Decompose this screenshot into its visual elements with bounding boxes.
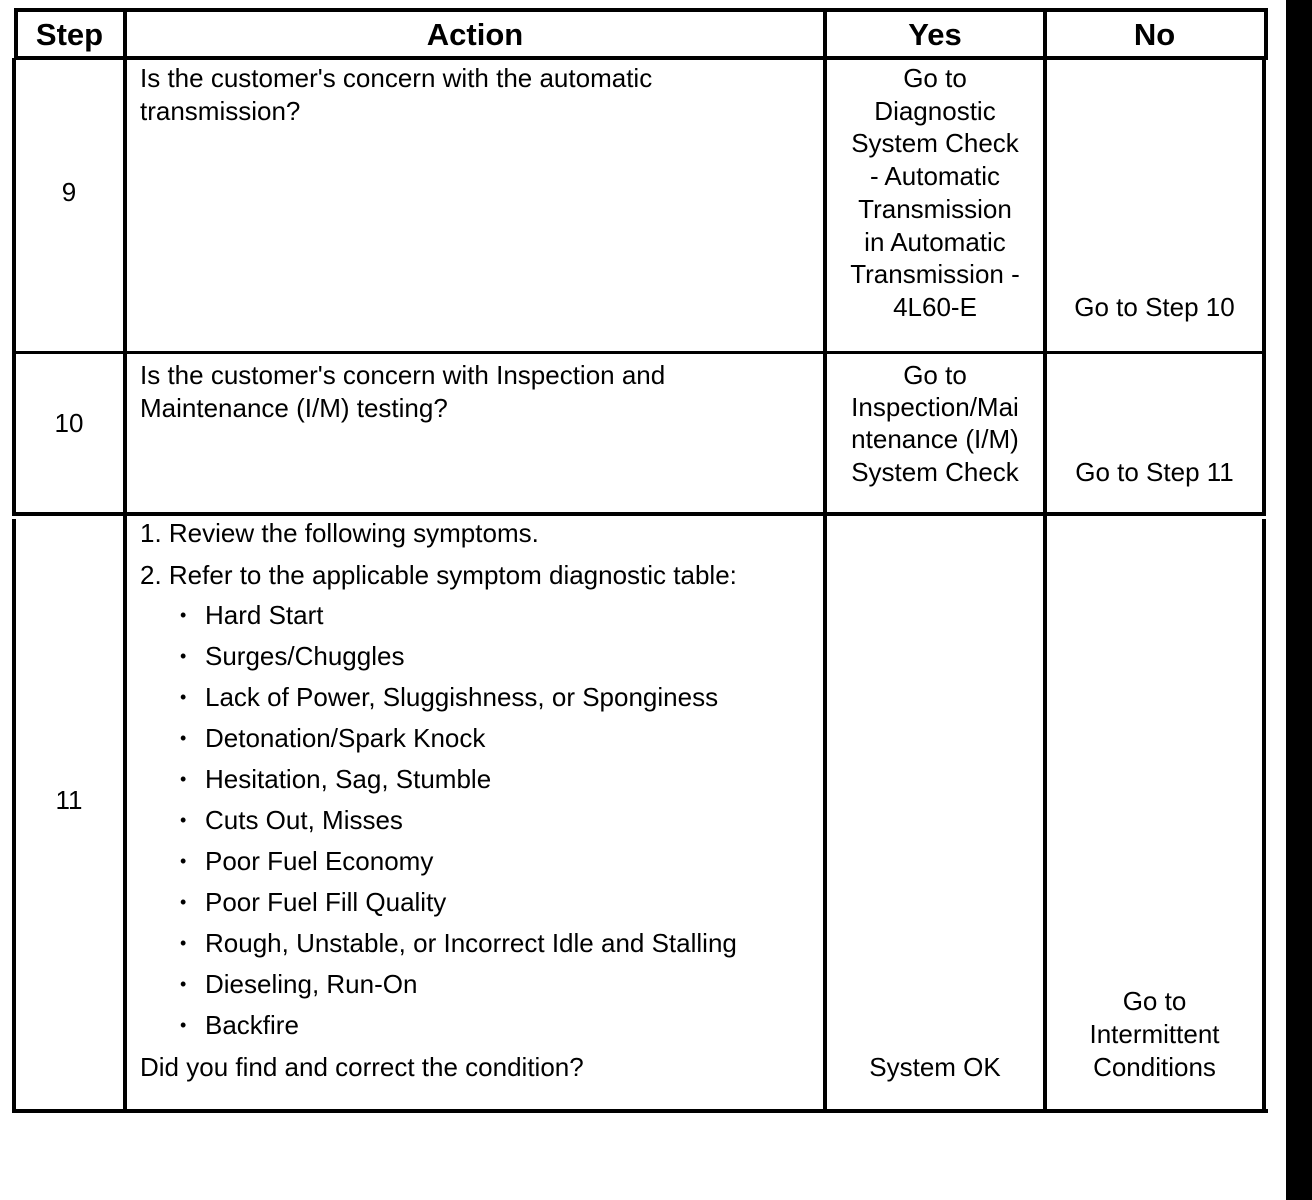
yes-text-line: Inspection/Mai: [851, 392, 1019, 422]
header-step: Step: [35, 17, 104, 52]
body-right-border-lower: [1262, 519, 1266, 1113]
symptom-label: Surges/Chuggles: [205, 641, 405, 671]
yes-text-line: Transmission: [858, 194, 1012, 224]
bullet-icon: •: [180, 933, 187, 953]
yes-text-line: in Automatic: [864, 227, 1006, 257]
bullet-icon: •: [180, 1015, 187, 1035]
step-number-10: 10: [54, 408, 84, 438]
body-left-border-upper: [12, 58, 16, 516]
no-text-line: Go to Step 10: [1074, 292, 1235, 322]
symptom-label: Dieseling, Run-On: [205, 969, 418, 999]
action-question: Did you find and correct the condition?: [140, 1052, 584, 1082]
symptom-label: Rough, Unstable, or Incorrect Idle and Stalling: [205, 928, 737, 958]
action-text-line: Is the customer's concern with the automatic: [140, 63, 653, 93]
bullet-icon: •: [180, 687, 187, 707]
bullet-icon: •: [180, 810, 187, 830]
bullet-icon: •: [180, 605, 187, 625]
action-instruction: 2. Refer to the applicable symptom diagnostic table:: [140, 560, 737, 590]
header-yes: Yes: [908, 17, 962, 52]
bullet-icon: •: [180, 769, 187, 789]
body-left-border-lower: [12, 519, 16, 1113]
body-right-border-upper: [1262, 58, 1266, 516]
symptom-label: Hard Start: [205, 600, 324, 630]
row-10-bottom-border: [12, 512, 1266, 516]
symptom-label: Poor Fuel Fill Quality: [205, 887, 447, 917]
symptom-label: Lack of Power, Sluggishness, or Sponginess: [205, 682, 719, 712]
bullet-icon: •: [180, 646, 187, 666]
table-bottom-border: [12, 1109, 1268, 1113]
action-text-line: Maintenance (I/M) testing?: [140, 393, 448, 423]
yes-text-line: Go to: [903, 360, 967, 390]
bullet-icon: •: [180, 892, 187, 912]
no-text-line: Intermittent: [1089, 1019, 1220, 1049]
symptom-label: Hesitation, Sag, Stumble: [205, 764, 492, 794]
symptom-label: Backfire: [205, 1010, 299, 1040]
header-bottom-border: [14, 56, 1268, 60]
column-divider-step-action: [123, 8, 127, 1113]
header-action: Action: [426, 17, 524, 52]
yes-text-line: System Check: [851, 457, 1019, 487]
step-number-11: 11: [55, 785, 83, 815]
yes-text-line: System OK: [869, 1052, 1001, 1082]
symptom-label: Cuts Out, Misses: [205, 805, 403, 835]
bullet-icon: •: [180, 728, 187, 748]
yes-text-line: 4L60-E: [893, 292, 977, 322]
step-number-9: 9: [61, 177, 77, 207]
page-edge-bar: [1286, 0, 1312, 1200]
action-text-line: Is the customer's concern with Inspection and: [140, 360, 666, 390]
row-9-bottom-border: [12, 351, 1266, 354]
no-text-line: Conditions: [1093, 1052, 1216, 1082]
table-top-border: [14, 8, 1268, 12]
action-text-line: transmission?: [140, 96, 301, 126]
column-divider-yes-no: [1043, 8, 1047, 1113]
bullet-icon: •: [180, 974, 187, 994]
yes-text-line: Transmission -: [850, 259, 1020, 289]
header-no: No: [1133, 17, 1176, 52]
yes-text-line: Go to: [903, 63, 967, 93]
yes-text-line: System Check: [851, 128, 1019, 158]
action-instruction: 1. Review the following symptoms.: [140, 518, 539, 548]
yes-text-line: Diagnostic: [874, 96, 996, 126]
yes-text-line: ntenance (I/M): [851, 424, 1019, 454]
yes-text-line: - Automatic: [869, 161, 1001, 191]
header-right-border: [1264, 8, 1268, 60]
symptom-label: Detonation/Spark Knock: [205, 723, 486, 753]
bullet-icon: •: [180, 851, 187, 871]
symptom-label: Poor Fuel Economy: [205, 846, 434, 876]
no-text-line: Go to: [1122, 986, 1187, 1016]
no-text-line: Go to Step 11: [1075, 457, 1234, 487]
